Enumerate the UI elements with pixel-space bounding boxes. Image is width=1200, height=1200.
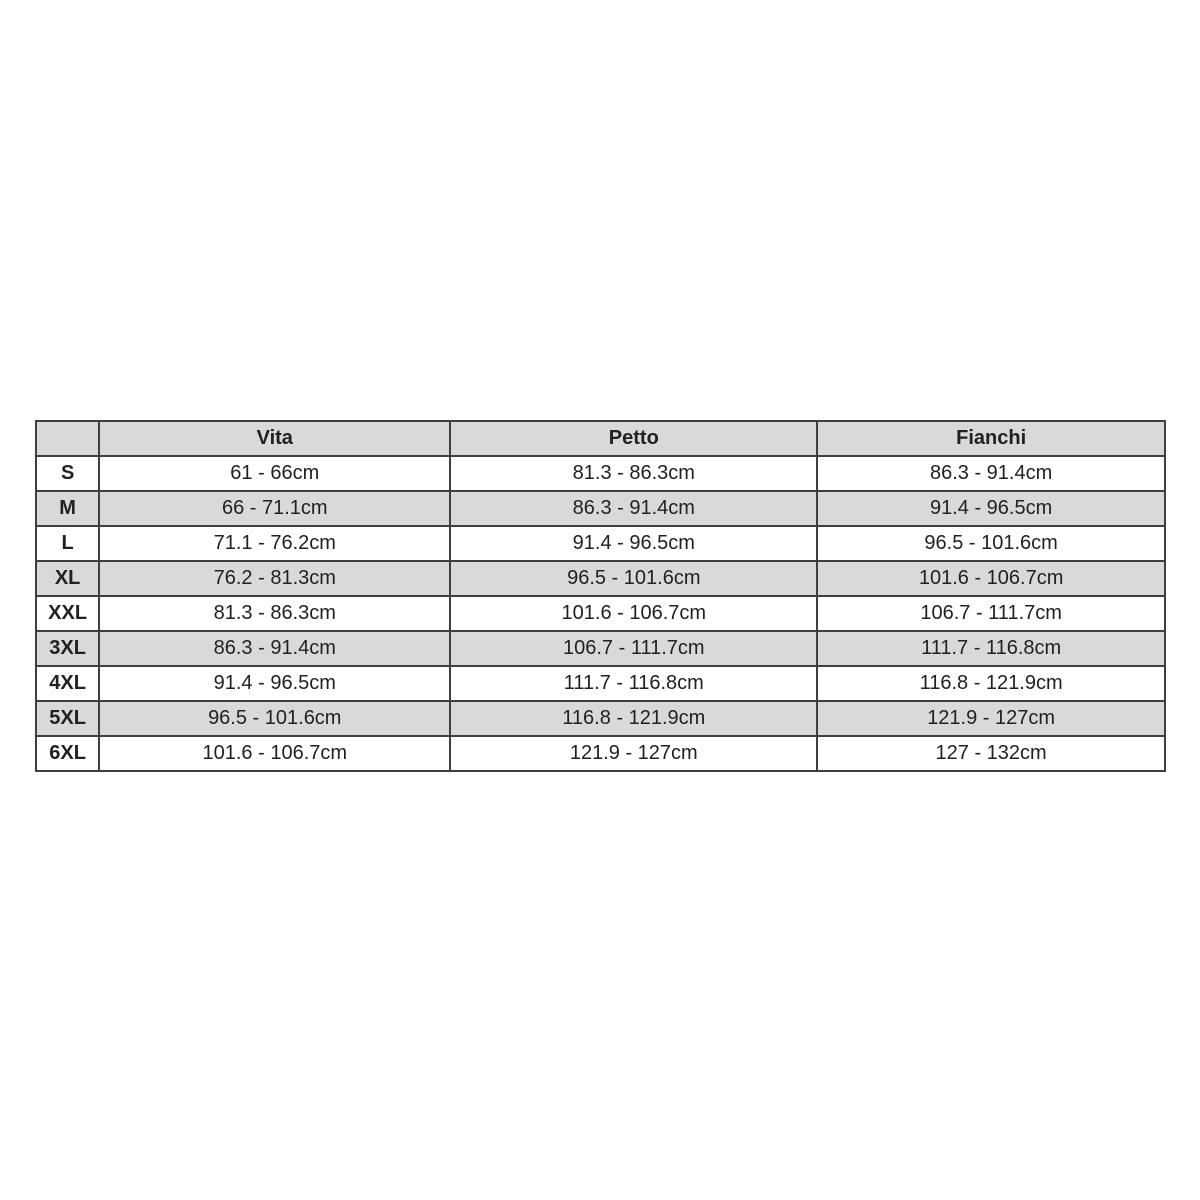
table-row bbox=[36, 456, 1165, 491]
petto-value-cell: 116.8 - 121.9cm bbox=[450, 701, 817, 736]
table-row bbox=[36, 596, 1165, 631]
petto-value-cell: 106.7 - 111.7cm bbox=[450, 631, 817, 666]
size-label-cell: S bbox=[36, 456, 99, 491]
table-row bbox=[36, 561, 1165, 596]
petto-value-cell: 81.3 - 86.3cm bbox=[450, 456, 817, 491]
petto-value-cell: 96.5 - 101.6cm bbox=[450, 561, 817, 596]
fianchi-value-cell: 106.7 - 111.7cm bbox=[817, 596, 1165, 631]
fianchi-value-cell: 91.4 - 96.5cm bbox=[817, 491, 1165, 526]
table-row bbox=[36, 736, 1165, 771]
vita-value-cell: 81.3 - 86.3cm bbox=[99, 596, 450, 631]
header-cell-petto: Petto bbox=[450, 421, 817, 456]
petto-value-cell: 111.7 - 116.8cm bbox=[450, 666, 817, 701]
size-chart-table bbox=[35, 420, 1166, 772]
size-label-cell: 6XL bbox=[36, 736, 99, 771]
size-label-cell: L bbox=[36, 526, 99, 561]
size-chart-body bbox=[36, 456, 1165, 771]
fianchi-value-cell: 101.6 - 106.7cm bbox=[817, 561, 1165, 596]
size-label-cell: 3XL bbox=[36, 631, 99, 666]
petto-value-cell: 91.4 - 96.5cm bbox=[450, 526, 817, 561]
vita-value-cell: 86.3 - 91.4cm bbox=[99, 631, 450, 666]
petto-value-cell: 101.6 - 106.7cm bbox=[450, 596, 817, 631]
header-cell-fianchi: Fianchi bbox=[817, 421, 1165, 456]
size-label-cell: 5XL bbox=[36, 701, 99, 736]
size-label-cell: 4XL bbox=[36, 666, 99, 701]
size-label-cell: M bbox=[36, 491, 99, 526]
size-chart-header bbox=[36, 421, 1165, 456]
header-cell-vita: Vita bbox=[99, 421, 450, 456]
petto-value-cell: 121.9 - 127cm bbox=[450, 736, 817, 771]
header-cell-size bbox=[36, 421, 99, 456]
fianchi-value-cell: 127 - 132cm bbox=[817, 736, 1165, 771]
petto-value-cell: 86.3 - 91.4cm bbox=[450, 491, 817, 526]
table-row bbox=[36, 701, 1165, 736]
fianchi-value-cell: 116.8 - 121.9cm bbox=[817, 666, 1165, 701]
table-row bbox=[36, 666, 1165, 701]
fianchi-value-cell: 96.5 - 101.6cm bbox=[817, 526, 1165, 561]
header-row bbox=[36, 421, 1165, 456]
table-row bbox=[36, 526, 1165, 561]
fianchi-value-cell: 121.9 - 127cm bbox=[817, 701, 1165, 736]
vita-value-cell: 66 - 71.1cm bbox=[99, 491, 450, 526]
fianchi-value-cell: 86.3 - 91.4cm bbox=[817, 456, 1165, 491]
vita-value-cell: 61 - 66cm bbox=[99, 456, 450, 491]
vita-value-cell: 71.1 - 76.2cm bbox=[99, 526, 450, 561]
vita-value-cell: 91.4 - 96.5cm bbox=[99, 666, 450, 701]
vita-value-cell: 101.6 - 106.7cm bbox=[99, 736, 450, 771]
table-row bbox=[36, 631, 1165, 666]
fianchi-value-cell: 111.7 - 116.8cm bbox=[817, 631, 1165, 666]
table-row bbox=[36, 491, 1165, 526]
vita-value-cell: 96.5 - 101.6cm bbox=[99, 701, 450, 736]
size-label-cell: XXL bbox=[36, 596, 99, 631]
vita-value-cell: 76.2 - 81.3cm bbox=[99, 561, 450, 596]
size-label-cell: XL bbox=[36, 561, 99, 596]
